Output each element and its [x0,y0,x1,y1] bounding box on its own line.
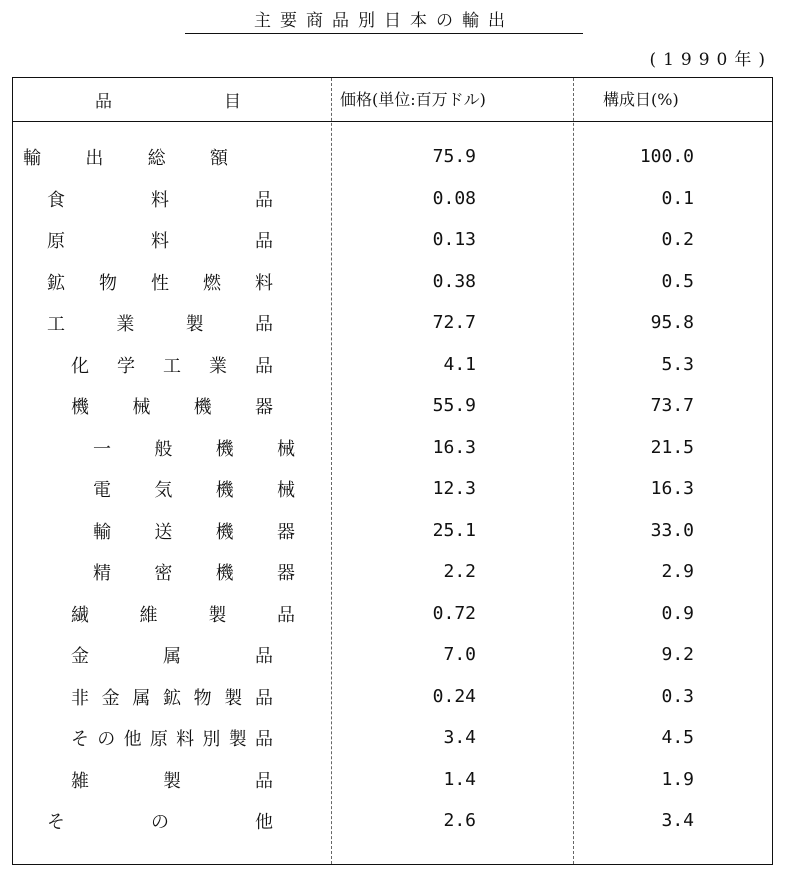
table-row [13,391,772,421]
row-ratio: 100.0 [639,146,694,167]
table-row [13,682,772,712]
row-ratio: 5.3 [661,353,694,375]
row-value: 2.6 [443,810,476,831]
export-table [12,77,773,865]
header-divider [13,121,772,122]
row-label: 雑 製 品 [71,770,273,792]
row-value: 0.72 [432,602,476,624]
row-value: 4.1 [443,353,476,375]
table-row [13,267,772,297]
row-label: 輸 出 総 額 [23,148,228,169]
row-ratio: 0.3 [661,685,694,707]
table-row [13,806,772,836]
row-ratio: 33.0 [650,519,694,541]
header-item [95,87,241,112]
row-value: 75.9 [432,146,476,167]
table-row [13,474,772,504]
row-label: 一 般 機 械 [93,438,295,460]
header-item-a: 品 [95,92,112,112]
row-value: 3.4 [443,727,476,748]
row-ratio: 9.2 [661,644,694,665]
table-row [13,765,772,795]
row-value: 0.24 [432,685,476,707]
table-row [13,516,772,546]
row-ratio: 73.7 [650,395,694,416]
row-label: 電 気 機 械 [93,480,295,501]
header-ratio: 構成日(%) [603,90,679,109]
row-value: 25.1 [432,519,476,541]
row-value: 0.13 [432,229,476,250]
row-value: 7.0 [443,644,476,665]
row-ratio: 0.5 [661,270,694,292]
row-label: 化 学 工 業 品 [71,355,273,377]
row-ratio: 95.8 [650,312,694,333]
row-value: 55.9 [432,395,476,416]
row-label: 非 金 属 鉱 物 製 品 [71,687,273,709]
table-row [13,225,772,255]
row-ratio: 4.5 [661,727,694,748]
row-ratio: 1.9 [661,768,694,790]
year-note: (1990年) [649,50,772,70]
row-label: そ の 他 原 料 別 製 品 [71,729,273,750]
row-ratio: 0.9 [661,602,694,624]
table-row [13,184,772,214]
row-value: 0.08 [432,187,476,209]
table-row [13,599,772,629]
header-price: 価格(単位:百万ドル) [340,90,486,109]
header-item-b: 目 [224,92,241,112]
table-row [13,640,772,670]
row-label: 鉱 物 性 燃 料 [47,272,273,294]
table-row [13,350,772,380]
row-ratio: 2.9 [661,561,694,582]
row-label: 原 料 品 [47,231,273,252]
row-label: 繊 維 製 品 [71,604,295,626]
row-ratio: 16.3 [650,478,694,499]
row-value: 2.2 [443,561,476,582]
row-ratio: 21.5 [650,436,694,458]
row-value: 12.3 [432,478,476,499]
row-ratio: 0.2 [661,229,694,250]
table-row [13,142,772,172]
row-label: 精 密 機 器 [93,563,295,584]
table-row [13,308,772,338]
row-ratio: 3.4 [661,810,694,831]
row-ratio: 0.1 [661,187,694,209]
table-row [13,433,772,463]
row-label: そ の 他 [47,812,273,833]
table-row [13,557,772,587]
row-value: 1.4 [443,768,476,790]
row-label: 輸 送 機 器 [93,521,295,543]
row-label: 機 械 機 器 [71,397,273,418]
table-row [13,723,772,753]
row-label: 食 料 品 [47,189,273,211]
page-title: 主要商品別日本の輸出 [185,6,583,34]
row-value: 72.7 [432,312,476,333]
row-value: 16.3 [432,436,476,458]
row-value: 0.38 [432,270,476,292]
row-label: 工 業 製 品 [47,314,273,335]
row-label: 金 属 品 [71,646,273,667]
